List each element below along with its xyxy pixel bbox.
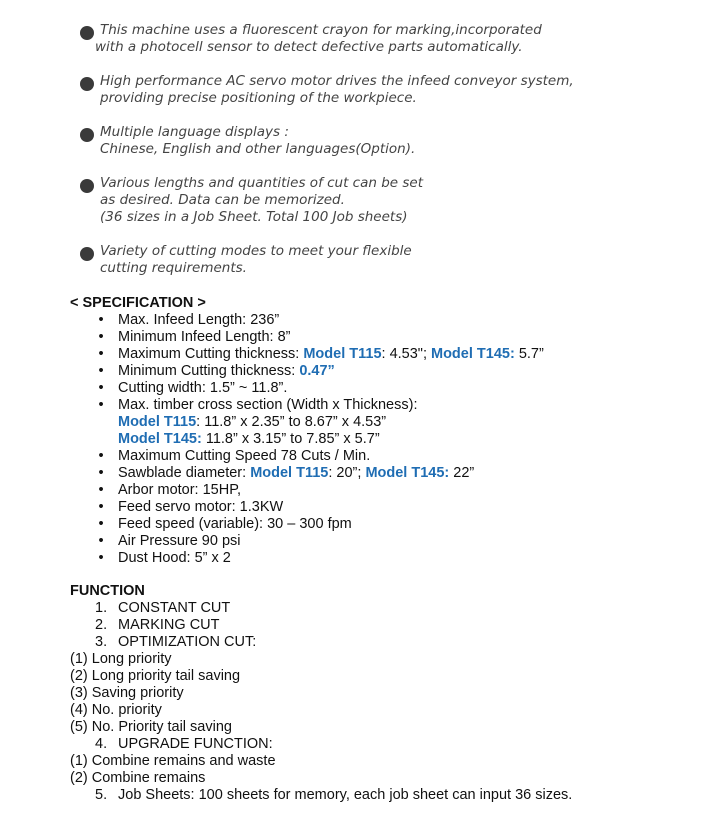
spec-item-thickness-max <box>70 346 710 363</box>
spec-text: Minimum Infeed Length: 8” <box>118 329 291 345</box>
function-number: 3. <box>95 634 108 650</box>
bullet-icon: • <box>98 533 104 549</box>
spec-text: Sawblade diameter: <box>118 465 251 481</box>
bullet-dot-icon <box>80 179 94 193</box>
model-label: Model T115 <box>303 346 382 362</box>
bullet-icon: • <box>98 380 104 396</box>
bullet-icon: • <box>98 550 104 566</box>
spec-item-feed-servo <box>70 499 710 516</box>
feature-item <box>80 243 700 277</box>
spec-text: Dust Hood: 5” x 2 <box>118 550 231 566</box>
optimization-option: (2) Long priority tail saving <box>70 668 241 684</box>
spec-value: : 20”; <box>328 465 366 481</box>
spec-item-cross-section <box>70 397 710 448</box>
upgrade-option: (1) Combine remains and waste <box>70 753 276 769</box>
function-number: 2. <box>95 617 108 633</box>
feature-line: as desired. Data can be memorized. <box>100 192 345 208</box>
bullet-icon: • <box>98 465 104 481</box>
bullet-dot-icon <box>80 26 94 40</box>
spec-text: Maximum Cutting thickness: <box>118 346 304 362</box>
spec-text: Cutting width: 1.5” ~ 11.8”. <box>118 380 288 396</box>
bullet-dot-icon <box>80 77 94 91</box>
spec-text: Minimum Cutting thickness: <box>118 363 300 379</box>
feature-line: Variety of cutting modes to meet your flexible <box>100 243 412 259</box>
feature-list <box>80 22 700 294</box>
function-number: 1. <box>95 600 108 616</box>
function-text: Job Sheets: 100 sheets for memory, each job sheet can input 36 sizes. <box>118 787 573 803</box>
feature-line: Various lengths and quantities of cut can be set <box>100 175 424 191</box>
bullet-icon: • <box>98 363 104 379</box>
model-label: Model T145: <box>431 346 515 362</box>
spec-value: : 4.53"; <box>381 346 431 362</box>
cross-section-line <box>118 414 710 431</box>
spec-item-width <box>70 380 710 397</box>
spec-item-arbor <box>70 482 710 499</box>
spec-highlight-value: 0.47” <box>299 363 335 379</box>
function-text: MARKING CUT <box>118 617 220 633</box>
feature-line: Multiple language displays : <box>100 124 289 140</box>
spec-value: 5.7” <box>514 346 544 362</box>
model-label: Model T115 <box>118 414 197 430</box>
spec-item-thickness-min <box>70 363 710 380</box>
optimization-option: (4) No. priority <box>70 702 162 718</box>
spec-item-infeed-min <box>70 329 710 346</box>
function-item <box>70 787 710 804</box>
optimization-option: (3) Saving priority <box>70 685 184 701</box>
bullet-dot-icon <box>80 128 94 142</box>
function-item <box>70 617 710 634</box>
feature-item <box>80 73 700 107</box>
model-label: Model T145: <box>365 465 450 481</box>
spec-value: 22” <box>449 465 475 481</box>
feature-item <box>80 124 700 158</box>
spec-value: 11.8” x 3.15” to 7.85” x 5.7” <box>201 431 380 447</box>
function-text: OPTIMIZATION CUT: <box>118 634 257 650</box>
bullet-icon: • <box>98 346 104 362</box>
specification-heading: < SPECIFICATION > <box>70 295 206 311</box>
function-number: 5. <box>95 787 108 803</box>
feature-line: providing precise positioning of the workpiece. <box>100 90 417 106</box>
feature-line: High performance AC servo motor drives the infeed conveyor system, <box>100 73 574 89</box>
model-label: Model T115 <box>250 465 329 481</box>
spec-text: Feed servo motor: 1.3KW <box>118 499 284 515</box>
bullet-icon: • <box>98 499 104 515</box>
function-item <box>70 736 710 753</box>
function-text: UPGRADE FUNCTION: <box>118 736 273 752</box>
optimization-option: (1) Long priority <box>70 651 172 667</box>
bullet-icon: • <box>98 329 104 345</box>
spec-item-sawblade <box>70 465 710 482</box>
feature-line: (36 sizes in a Job Sheet. Total 100 Job sheets) <box>100 209 408 225</box>
spec-item-speed <box>70 448 710 465</box>
upgrade-option: (2) Combine remains <box>70 770 206 786</box>
spec-value: : 11.8” x 2.35” to 8.67” x 4.53” <box>196 414 387 430</box>
feature-line: cutting requirements. <box>100 260 247 276</box>
cross-section-line <box>118 431 710 448</box>
spec-item-feed-speed <box>70 516 710 533</box>
spec-text: Feed speed (variable): 30 – 300 fpm <box>118 516 352 532</box>
function-text: CONSTANT CUT <box>118 600 231 616</box>
model-label: Model T145: <box>118 431 202 447</box>
optimization-option: (5) No. Priority tail saving <box>70 719 232 735</box>
bullet-icon: • <box>98 448 104 464</box>
bullet-dot-icon <box>80 247 94 261</box>
function-number: 4. <box>95 736 108 752</box>
spec-text: Air Pressure 90 psi <box>118 533 241 549</box>
spec-document <box>70 295 710 804</box>
feature-line: This machine uses a fluorescent crayon for marking,incorporated <box>100 22 542 38</box>
bullet-icon: • <box>98 312 104 328</box>
spec-text: Max. Infeed Length: 236” <box>118 312 280 328</box>
function-item <box>70 600 710 617</box>
feature-item <box>80 22 700 56</box>
bullet-icon: • <box>98 516 104 532</box>
spec-text: Maximum Cutting Speed 78 Cuts / Min. <box>118 448 371 464</box>
spec-item-infeed-max <box>70 312 710 329</box>
function-heading: FUNCTION <box>70 583 145 599</box>
feature-item <box>80 175 700 226</box>
spec-text: Max. timber cross section (Width x Thickness): <box>118 397 418 413</box>
feature-line: Chinese, English and other languages(Option). <box>100 141 416 157</box>
spec-text: Arbor motor: 15HP, <box>118 482 242 498</box>
bullet-icon: • <box>98 397 104 413</box>
bullet-icon: • <box>98 482 104 498</box>
spec-list <box>70 312 710 567</box>
feature-line: with a photocell sensor to detect defective parts automatically. <box>95 39 523 55</box>
spec-item-air <box>70 533 710 550</box>
function-item <box>70 634 710 651</box>
spec-item-dust <box>70 550 710 567</box>
